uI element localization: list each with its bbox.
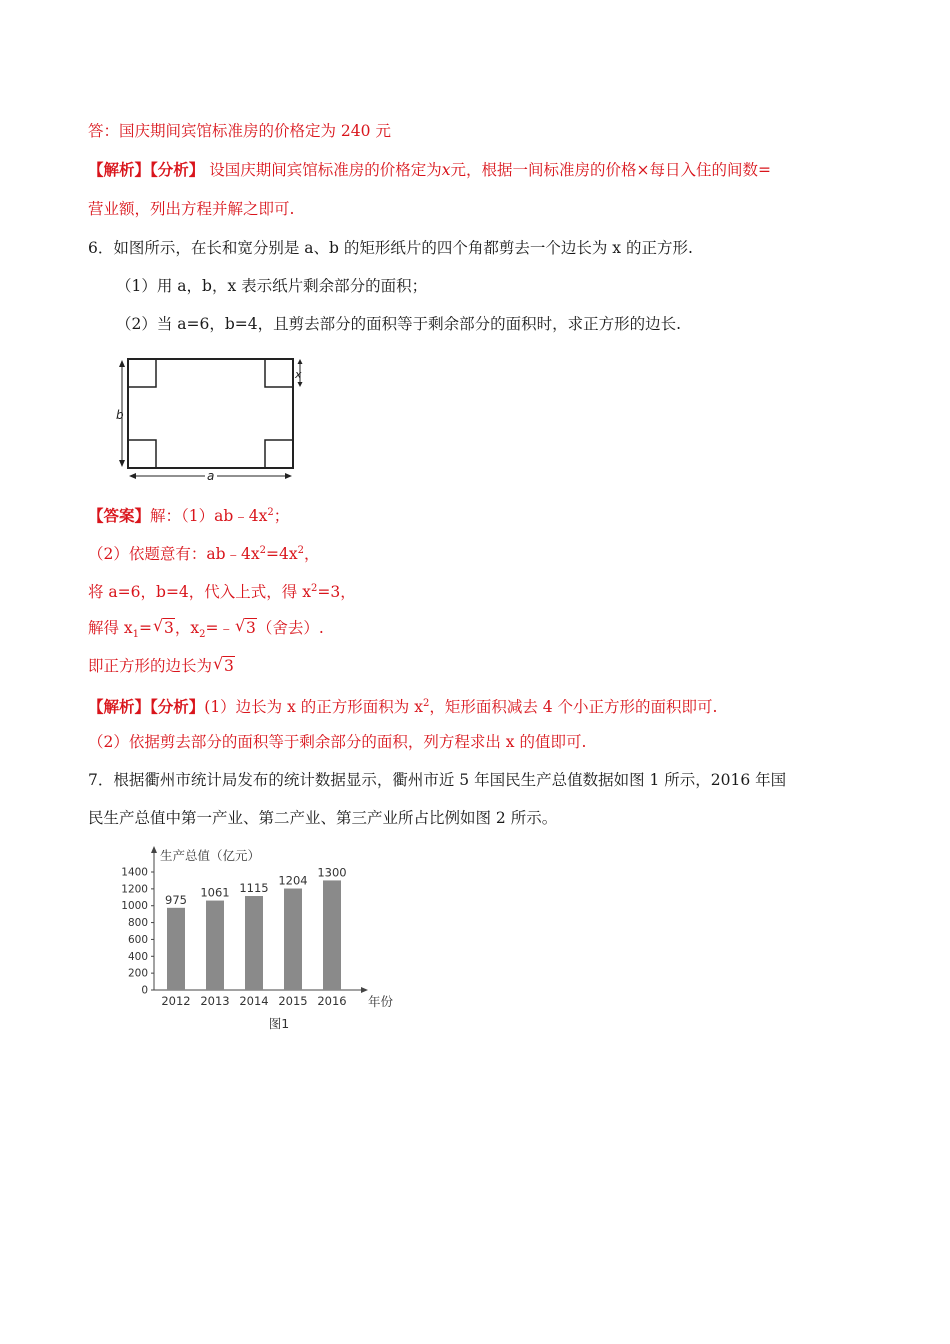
q6-analysis1-a: (1）边长为 x 的正方形面积为 x — [204, 698, 423, 717]
a-arrow-right — [285, 473, 292, 479]
b-arrow-top — [119, 360, 125, 367]
bar — [323, 880, 341, 990]
q6-ans4-sub2: 2 — [199, 629, 206, 641]
q6-ans4-d: =﹣ — [205, 619, 235, 637]
q6-ans2-sup1: 2 — [259, 545, 267, 556]
prev-analysis-text-1a: 设国庆期间宾馆标准房的价格定为 — [209, 161, 442, 179]
q6-ans2-b: =4x — [266, 545, 298, 564]
q6-answer-line-4 — [88, 617, 324, 646]
x-label: x — [295, 368, 302, 381]
q6-ans1-sup: 2 — [267, 507, 274, 518]
a-label: a — [207, 469, 215, 483]
q6-ans2-a: （2）依题意有：ab﹣4x — [88, 545, 260, 564]
q6-answer-line-1 — [88, 502, 289, 527]
q6-ans4-b: = — [139, 619, 153, 637]
y-tick-label: 600 — [127, 933, 148, 946]
q6-analysis-line-1 — [88, 693, 717, 718]
bar-value-label: 1204 — [278, 873, 308, 888]
sqrt-3-first: √ 3 — [153, 616, 174, 637]
x-axis-label: 年份 — [368, 994, 394, 1009]
bar-value-label: 1115 — [239, 881, 269, 896]
q6-ans2-sup2: 2 — [297, 545, 304, 556]
y-tick-label: 1000 — [121, 900, 148, 913]
x-arrow-bottom — [298, 382, 303, 387]
q6-ans1-suffix: ； — [273, 507, 290, 526]
q6-ans4-e: （舍去）. — [256, 619, 324, 637]
prev-analysis-line-1 — [88, 159, 771, 181]
q6-stem: 6．如图所示，在长和宽分别是 a、b 的矩形纸片的四个角都剪去一个边长为 x 的正方形. — [88, 239, 693, 257]
prev-answer-line: 答：国庆期间宾馆标准房的价格定为 240 元 — [88, 122, 391, 140]
y-tick-label: 1400 — [121, 866, 148, 879]
y-tick-label: 1200 — [121, 883, 148, 896]
x-arrow-top — [298, 359, 303, 364]
x-axis-arrow — [361, 987, 368, 993]
q6-analysis-tag: 【解析】【分析】 — [88, 697, 205, 717]
rectangle-cutout-figure — [112, 352, 312, 492]
q7-stem-line-2: 民生产总值中第一产业、第二产业、第三产业所占比例如图 2 所示。 — [88, 809, 558, 827]
y-tick-label: 200 — [127, 967, 148, 980]
x-tick-label: 2012 — [161, 994, 191, 1008]
q7-stem-line-1: 7．根据衢州市统计局发布的统计数据显示，衢州市近 5 年国民生产总值数据如图 1 所示，2016 年国 — [88, 771, 787, 789]
q6-ans5-a: 即正方形的边长为 — [88, 657, 213, 675]
y-tick-label: 400 — [127, 950, 148, 963]
q6-answer-line-2 — [88, 540, 320, 565]
bar — [245, 896, 263, 990]
q6-ans4-c: ，x — [174, 619, 200, 637]
bar-value-label: 975 — [165, 892, 187, 907]
bar — [167, 908, 185, 990]
q6-ans3-a: 将 a=6，b=4，代入上式，得 x — [88, 583, 311, 602]
q6-ans4-sub1: 1 — [132, 629, 140, 641]
sqrt-3-second: √ 3 — [235, 616, 256, 637]
corner-square-tr — [265, 359, 293, 387]
q6-answer-tag: 【答案】 — [88, 506, 151, 526]
b-arrow-bottom — [119, 460, 125, 467]
x-tick-label: 2015 — [278, 994, 308, 1008]
bar — [206, 901, 224, 990]
x-tick-label: 2014 — [239, 994, 269, 1008]
y-axis-label: 生产总值（亿元） — [160, 848, 261, 863]
b-label: b — [116, 408, 124, 422]
corner-square-br — [265, 440, 293, 468]
q6-ans2-c: ， — [303, 545, 320, 564]
q6-ans4-a: 解得 x — [88, 619, 133, 637]
bar — [284, 889, 302, 990]
prev-analysis-tag: 【解析】【分析】 — [88, 160, 205, 179]
q6-analysis-line-2: （2）依据剪去部分的面积等于剩余部分的面积，列方程求出 x 的值即可. — [88, 733, 587, 751]
prev-analysis-text-1b: 元，根据一间标准房的价格×每日入住的间数= — [450, 161, 771, 179]
sqrt-3-final: √ 3 — [213, 654, 234, 675]
q6-answer-line-5 — [88, 655, 235, 677]
y-axis-arrow — [151, 846, 157, 853]
q6-part2: （2）当 a=6，b=4，且剪去部分的面积等于剩余部分的面积时，求正方形的边长. — [116, 315, 682, 333]
q6-ans3-sup: 2 — [310, 583, 318, 594]
x-tick-label: 2016 — [317, 994, 347, 1008]
corner-square-tl — [128, 359, 156, 387]
q6-analysis1-b: ，矩形面积减去 4 个小正方形的面积即可. — [429, 698, 718, 717]
x-tick-label: 2013 — [200, 994, 230, 1008]
bar-value-label: 1061 — [200, 885, 230, 900]
chart-caption: 图1 — [268, 1016, 290, 1031]
prev-analysis-line-2: 营业额，列出方程并解之即可. — [88, 200, 295, 218]
prev-analysis-var: x — [441, 161, 451, 179]
q6-part1: （1）用 a，b，x 表示纸片剩余部分的面积； — [116, 277, 428, 295]
gdp-bar-chart — [112, 842, 412, 1042]
q6-ans3-b: =3， — [317, 583, 356, 602]
paper-rectangle — [128, 359, 293, 468]
y-tick-label: 800 — [127, 917, 148, 930]
y-tick-label: 0 — [141, 984, 148, 997]
a-arrow-left — [129, 473, 136, 479]
q6-ans1-text: 解：（1）ab﹣4x — [150, 507, 268, 526]
q6-answer-line-3 — [88, 578, 356, 603]
bar-value-label: 1300 — [317, 865, 347, 880]
corner-square-bl — [128, 440, 156, 468]
q6-analysis1-sup: 2 — [422, 698, 430, 709]
